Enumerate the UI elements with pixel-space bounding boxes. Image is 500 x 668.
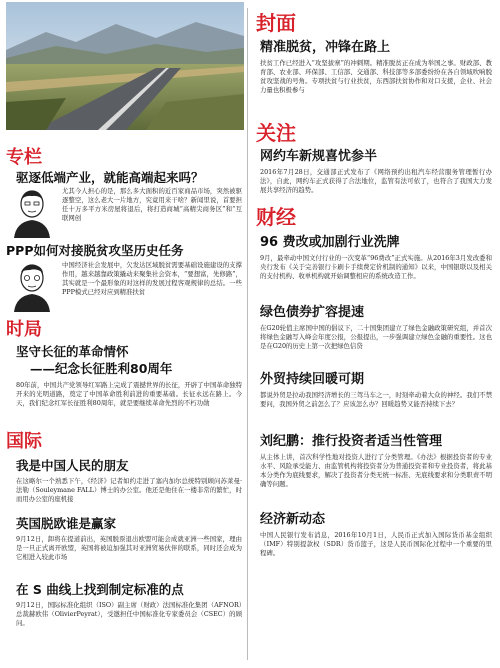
article-subtitle-long-march: ——纪念长征胜利80周年 bbox=[30, 361, 173, 376]
article-title-ppp[interactable]: PPP如何对接脱贫攻坚历史任务 bbox=[6, 243, 184, 258]
attention-body: 2016年7月28日，交通部正式发布了《网络预约出租汽车经营服务管理暂行办法》，自此，网约车正式获得了合法地位，监管有法可依了，也符合了我国大力发展共享经济的趋势。 bbox=[260, 168, 492, 194]
article-body-ppp: 中国经济社会发展中，欠发达区域脱贫需要基础设施建设的支撑作用，越来越靠政策撬动来聚集社会资本，“要想富，先修路”，其实就是一个最形象的对这样的发展过程客观规律的总结。一些PPP模式已经对应到精准扶贫 bbox=[62, 261, 242, 296]
column-divider bbox=[247, 8, 248, 660]
article-title-friend-of-china[interactable]: 我是中国人民的朋友 bbox=[16, 458, 129, 473]
cover-title[interactable]: 精准脱贫，冲锋在路上 bbox=[260, 40, 391, 55]
section-heading-finance: 财经 bbox=[256, 205, 296, 229]
article-body-long-march: 80年前，中国共产党领导红军路上完成了震撼世界的长征，开辟了中国革命独特开来的光明道路，奠定了中国革命胜利前进的重要基础。长征永远在路上。今天，我们纪念红军长征胜利80周年，就是要继续革命先烈的不朽功勋 bbox=[16, 381, 242, 407]
finance-title-fee-reform[interactable]: 96 费改或加剧行业洗牌 bbox=[260, 235, 400, 250]
finance-body-green-bonds: 在G20轮值主席国中国的倡议下，二十国集团建立了绿色金融政策研究组，并首次将绿色金融写入峰会年度公报，公报提出，一步强调建立绿色金融的重要性。这也是在G20的历史上第一次把绿色信贷 bbox=[260, 324, 492, 350]
section-heading-cover: 封面 bbox=[256, 11, 296, 35]
finance-title-investor-suitability[interactable]: 刘纪鹏：推行投资者适当性管理 bbox=[260, 434, 443, 449]
finance-body-fee-reform: 9月，最牵动中国文付行业的一次变革“96费改”正式实施。从2016年3月发改委和央行发布《关于完善银行卡刷卡手续费定价机制的通知》以来，中国银联以及相关的支付机构、收单机构就开始调整相应的系统改造工作。 bbox=[260, 254, 492, 280]
author-avatar-1 bbox=[10, 186, 54, 238]
section-heading-attention: 关注 bbox=[256, 121, 296, 145]
finance-body-economic-news: 中国人民银行发布消息，2016年10月1日，人民币正式加入国际货币基金组织（IMF）特别提款权（SDR）货币篮子，这是人民币国际化过程中一个重要的里程碑。 bbox=[260, 531, 492, 557]
article-body-brexit: 9月12日，卸将在提道前出，英国脱票退出欧盟可能会成就亚洲一些国家，理由是一旦正式离开欧盟，英国将被迫加强其对亚洲贸易伙伴的联系，同时还会成为它相进入较此市场 bbox=[16, 535, 242, 561]
article-title-low-end-industry[interactable]: 驱逐低端产业，就能高端起来吗？ bbox=[16, 170, 204, 185]
finance-body-investor-suitability: 从主体上讲，首次科学性地对投资人进行了分类管理。《办法》根据投资者的专业水平、风险承受能力、由监管机构将投资者分为普通投资者和专业投资者，将此基本分类作为底线要求，解决了投资者分类无统一标准、无底线要求和分类职责不明确等问题。 bbox=[260, 453, 492, 488]
cover-body: 扶贫工作已经进入“攻坚拔寨”的冲刺期。精准脱贫正在成为举国之事。财政部、教育部、农业部、环保部、工信部、交通部、科技部等多部委纷纷在各自领域吹响脱贫攻坚战的号角。专项扶贫与行业扶贫，东西部扶贫协作和对口支援，企业、社会力量也积极参与 bbox=[260, 59, 492, 94]
cover-photo-highway bbox=[6, 2, 244, 130]
article-body-low-end-industry: 尤其今人担心的是，那么多大面积的近百家商品市场，突然被驱逐整空，这么老大一片地方，究竟用来干啥？新闻里说，首要担任十万多平方米房屋将退后，将打造商城“高精尖商务区”和“互联网创 bbox=[62, 187, 242, 222]
article-title-long-march[interactable]: 坚守长征的革命情怀 bbox=[16, 344, 129, 359]
finance-body-foreign-trade: 都说外贸是拉动我国经济增长的三驾马车之一，时刻牵动着大众的神经。我们不禁要问，我国外贸之前怎么了？应该怎么办？回暖趋势又能否持续下去？ bbox=[260, 391, 492, 408]
finance-title-foreign-trade[interactable]: 外贸持续回暖可期 bbox=[260, 372, 365, 387]
article-title-s-curve[interactable]: 在 S 曲线上找到制定标准的点 bbox=[16, 582, 184, 597]
right-column bbox=[250, 0, 494, 668]
author-avatar-2 bbox=[10, 260, 54, 312]
article-title-brexit[interactable]: 英国脱欧谁是赢家 bbox=[16, 516, 117, 531]
finance-title-green-bonds[interactable]: 绿色债券扩容提速 bbox=[260, 305, 365, 320]
section-heading-era: 时局 bbox=[6, 319, 42, 340]
article-body-s-curve: 9月12日，国际标准化组织（ISO）副主席（财政）法国标准化集团（AFNOR）总裁赫欧伟（OlivierPeyrat），受邀担任中国标准化专家委员会（CSEC）的顾问。 bbox=[16, 601, 242, 627]
section-heading-column: 专栏 bbox=[6, 147, 42, 168]
finance-title-economic-news[interactable]: 经济新动态 bbox=[260, 512, 326, 527]
left-column bbox=[6, 0, 244, 668]
article-body-friend-of-china: 在这略尔一个熟悉下午，《经济》记者如约走进了塞内加尔总统特别顾问苏莱曼·法勒（Souleymane FALL）博士的办公室。他还是他住在一楼非常的繁忙，时而用办公室的座机接 bbox=[16, 477, 242, 503]
section-heading-international: 国际 bbox=[6, 431, 42, 452]
attention-title[interactable]: 网约车新规喜忧参半 bbox=[260, 149, 378, 164]
